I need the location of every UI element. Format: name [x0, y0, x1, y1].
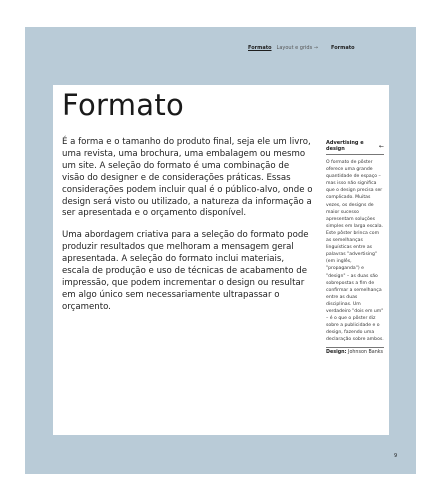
paragraph: É a forma e o tamanho do produto final, seja ele um livro, uma revista, uma brochura, uma embalagem ou mesmo um site. A seleção do formato é uma combinação de visão do designer e de considerações práticas. Essas considerações podem incluir qual é o público-alvo, onde o design será visto ou utilizado, a natureza da informação a ser apresentada e o orçamento disponível.	[62, 137, 313, 219]
credit-name: Johnson Banks	[348, 350, 384, 356]
page-title: Formato	[62, 88, 185, 122]
breadcrumb	[248, 45, 318, 51]
credit-label: Design:	[326, 350, 347, 356]
body-text	[62, 137, 313, 324]
sidebar-header	[326, 140, 384, 155]
section-label: Formato	[331, 45, 355, 51]
design-credit	[326, 347, 384, 355]
arrow-left-icon: ←	[378, 142, 384, 150]
sidebar-text: O formato de pôster oferece uma grande quantidade de espaço – mas isso não significa que o design precisa ser complicado. Muitas vezes, os designs de maior sucesso apresentam soluções simples em larga escala. Este pôster brinca com as semelhanças linguísticas entre as palavras "advertising" (em inglês, "propaganda") e "design" – as duas são sobrepostas a fim de confirmar a semelhança entre as duas disciplinas. Um verdadeiro "dois em um" – é o que o pôster diz sobre a publicidade e o design, fazendo uma declaração sobre ambos.	[326, 160, 384, 343]
sidebar-caption	[326, 140, 384, 355]
breadcrumb-current: Formato	[248, 45, 272, 51]
page-number: 9	[394, 453, 398, 459]
paragraph: Uma abordagem criativa para a seleção do formato pode produzir resultados que melhoram a mensagem geral apresentada. A seleção do formato inclui materiais, escala de produção e uso de técnicas de acabamento de impressão, que podem incrementar o design ou resultar em algo único sem necessariamente ultrapassar o orçamento.	[62, 230, 309, 312]
sidebar-heading: Advertising e design	[326, 140, 364, 152]
breadcrumb-next: Layout e grids →	[276, 45, 318, 51]
